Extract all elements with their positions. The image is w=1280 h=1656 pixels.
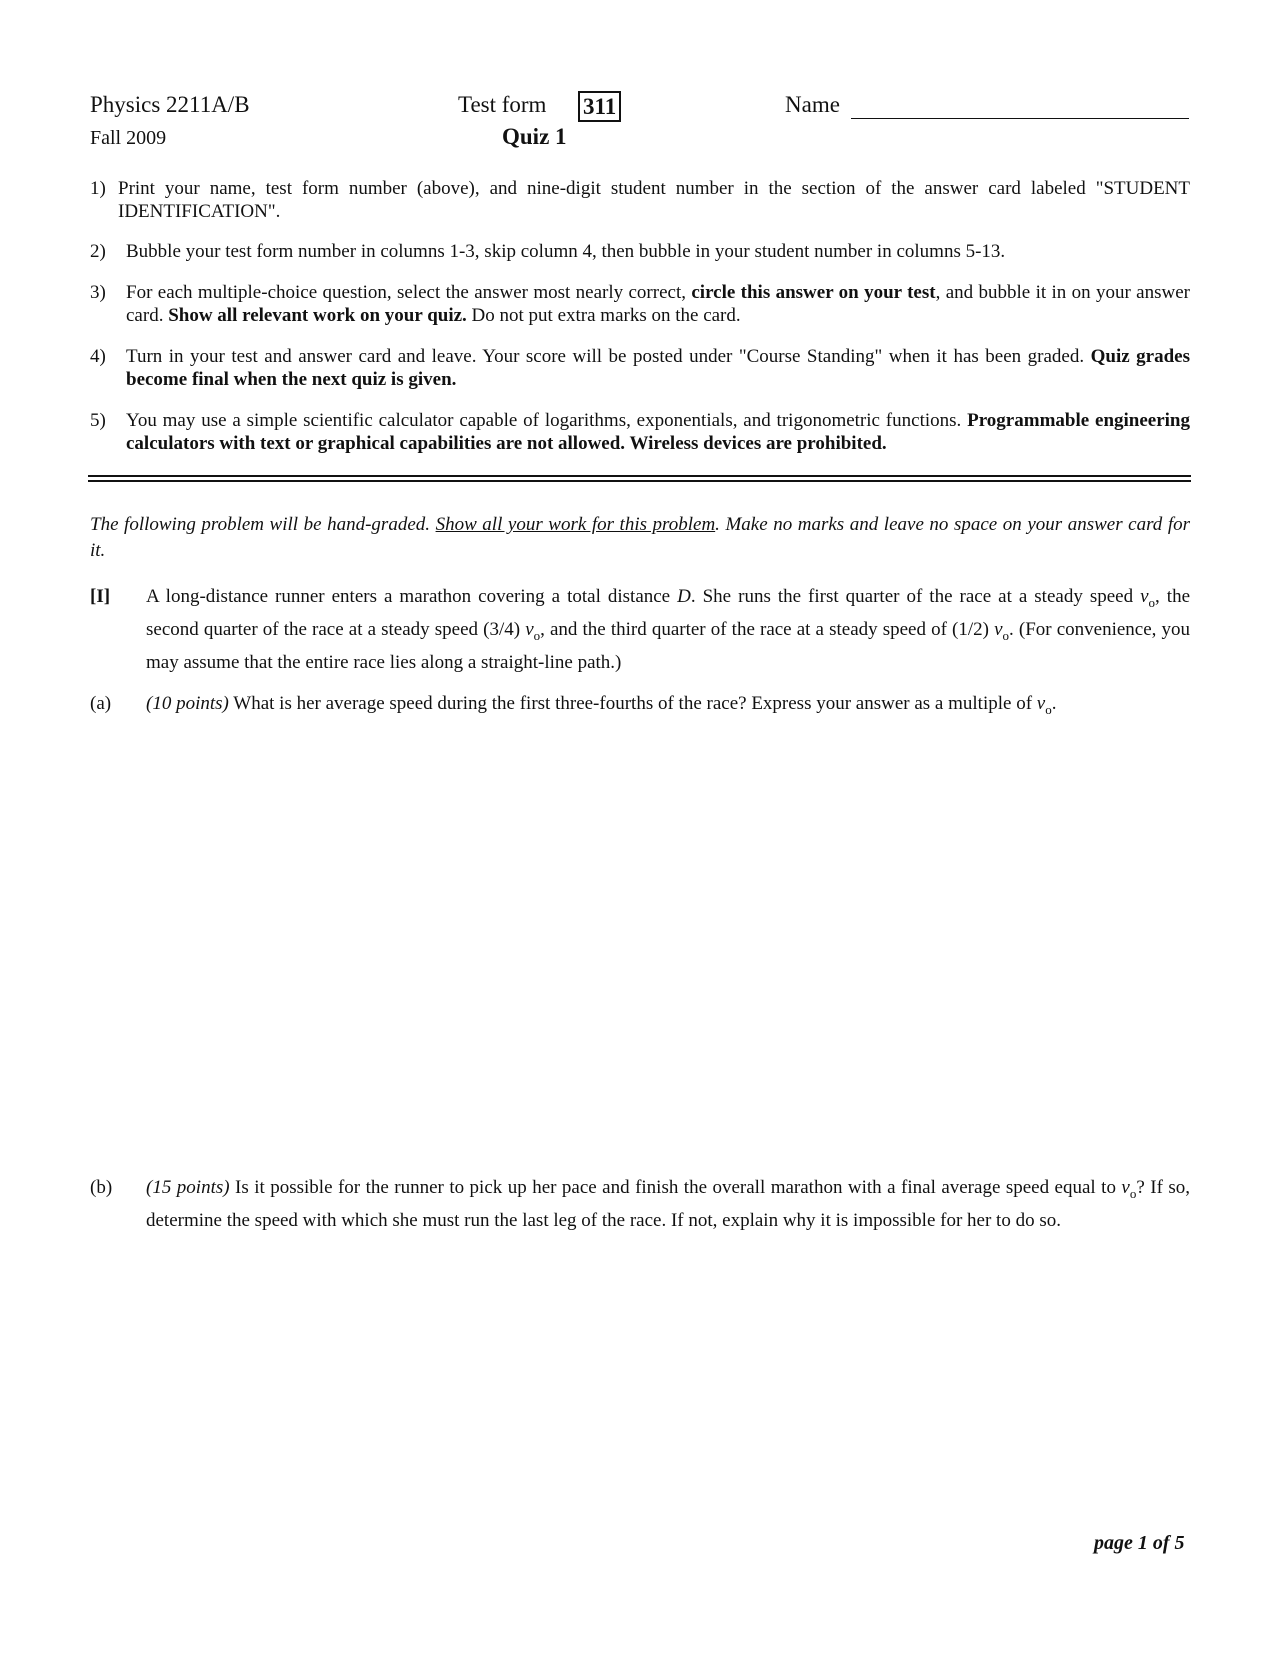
instruction-1 [90,177,1190,223]
divider [88,475,1191,477]
instruction-text: Turn in your test and answer card and leave. Your score will be posted under "Course Standing" when it has been graded. Quiz grades become final when the next quiz is given. [126,346,1190,390]
instruction-number: 2) [90,241,106,262]
instruction-text: Print your name, test form number (above), and nine-digit student number in the section of the answer card labeled "STUDENT IDENTIFICATION". [118,178,1190,222]
term: Fall 2009 [90,127,167,149]
part-b-label: (b) [90,1177,113,1198]
instruction-number: 5) [90,410,106,431]
instruction-2 [90,240,1190,263]
instruction-number: 4) [90,346,106,367]
problem-statement [90,583,1190,676]
page-number: page 1 of 5 [1094,1532,1185,1554]
instruction-number: 3) [90,282,106,303]
instruction-4 [90,345,1190,391]
test-form-label: Test form [458,92,547,117]
quiz-title: Quiz 1 [502,124,567,149]
test-form-number: 311 [578,91,621,122]
name-blank-line [851,118,1189,119]
part-b [90,1174,1190,1234]
hand-graded-note: The following problem will be hand-graded. Show all your work for this problem. Make no marks and leave no space on your answer card for it. [90,514,1190,561]
course-title: Physics 2211A/B [90,92,250,117]
instruction-5 [90,409,1190,455]
instruction-text: For each multiple-choice question, select the answer most nearly correct, circle this answer on your test, and bubble it in on your answer card. Show all relevant work on your quiz. Do not put extra marks on the card. [126,282,1190,326]
problem-label: [I] [90,586,111,607]
part-b-text: (15 points) Is it possible for the runner to pick up her pace and finish the overall marathon with a final average speed equal to $v_o$? If so, determine the speed with which she must run the last leg of the race. If not, explain why it is impossible for her to do so. [146,1177,1191,1231]
instruction-number: 1) [90,178,106,199]
instruction-text: Bubble your test form number in columns 1-3, skip column 4, then bubble in your student number in columns 5-13. [126,241,1006,262]
instruction-text: You may use a simple scientific calculator capable of logarithms, exponentials, and trigonometric functions. Programmable engineering calculators with text or graphical capabilities are not allowed. Wireless devices are prohibited. [126,410,1190,454]
part-a [90,690,1190,723]
name-label: Name [785,92,840,117]
problem-text: A long-distance runner enters a marathon covering a total distance D. She runs the first quarter of the race at a steady speed $v_o$, the second quarter of the race at a steady speed (3/4) $v_o$, and the third quarter of the race at a steady speed of (1/2) $v_o$. (For convenience, you may assume that the entire race lies along a straight-line path.) [146,586,1191,673]
part-a-text: (10 points) What is her average speed during the first three-fourths of the race? Express your answer as a multiple of $v_o$. [146,693,1057,717]
instruction-3 [90,281,1190,327]
part-a-label: (a) [90,693,112,714]
divider [88,480,1191,482]
